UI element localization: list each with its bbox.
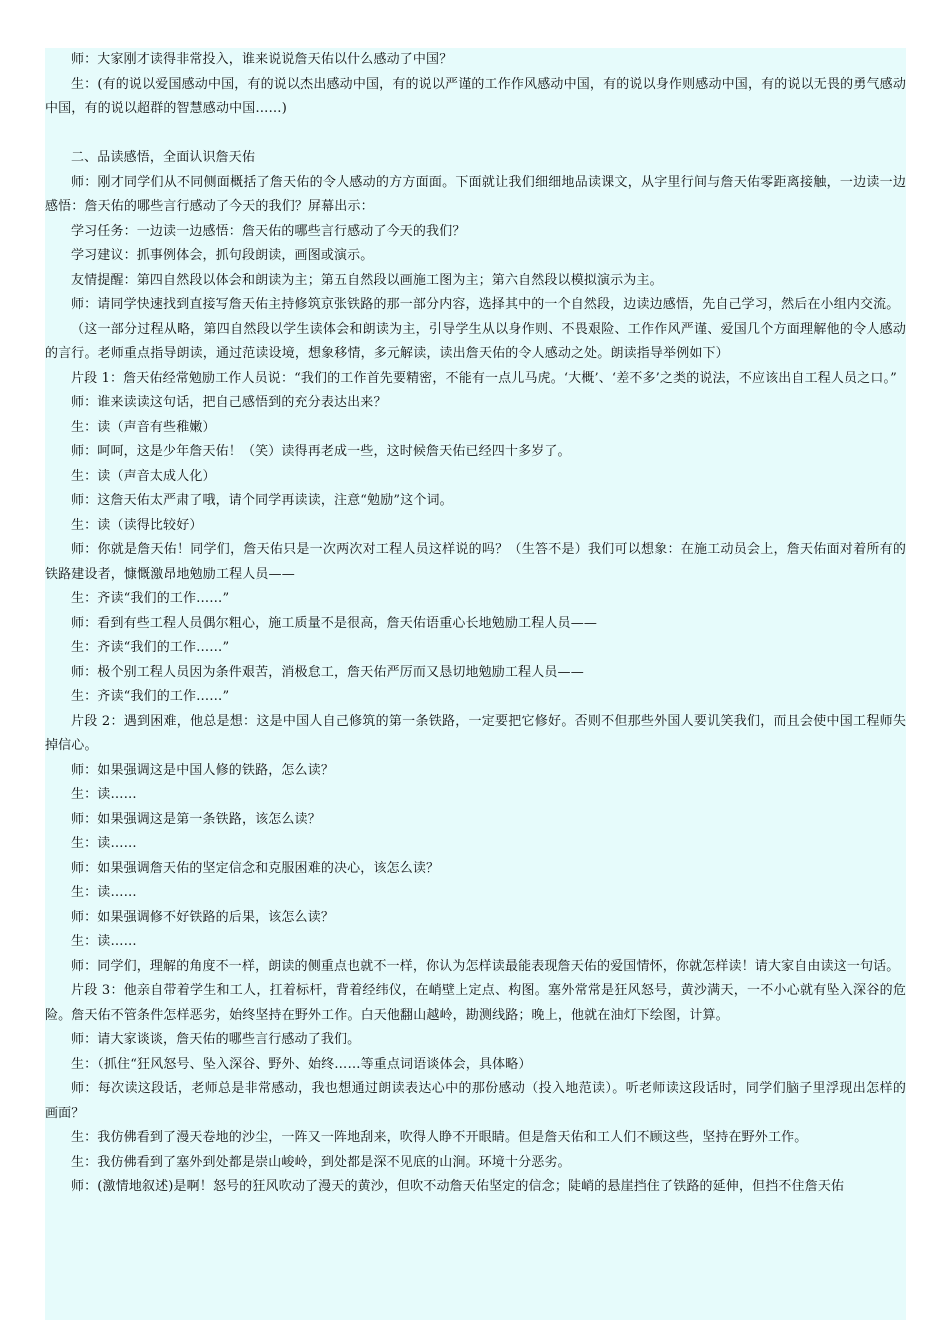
paragraph: 师：如果强调詹天佑的坚定信念和克服困难的决心，该怎么读？ (71, 860, 440, 876)
paragraph: 生：（抓住“狂风怒号、坠入深谷、野外、始终……等重点词语谈体会，具体略） (71, 1056, 532, 1072)
paragraph: 师：如果强调修不好铁路的后果，该怎么读？ (71, 909, 335, 925)
paragraph: 片段 2：遇到困难，他总是想：这是中国人自己修筑的第一条铁路，一定要把它修好。否则不但那些外国人要讥笑我们，而且会使中国工程师失掉信心。 (45, 713, 906, 753)
paragraph: 师：请大家谈谈，詹天佑的哪些言行感动了我们。 (71, 1032, 361, 1047)
paragraph: 师：如果强调这是中国人修的铁路，怎么读？ (71, 762, 335, 778)
paragraph: 师：大家刚才读得非常投入，谁来说说詹天佑以什么感动了中国？ (71, 52, 453, 67)
paragraph: 二、品读感悟，全面认识詹天佑 (71, 150, 256, 165)
paragraph: （这一部分过程从略，第四自然段以学生读体会和朗读为主，引导学生从以身作则、不畏艰险、工作作风严谨、爱国几个方面理解他的令人感动的言行。老师重点指导朗读，通过范读设境，想象移情，多元解读，读出詹天佑的令人感动之处。朗读指导举例如下） (45, 321, 906, 361)
paragraph: 生：读（声音有些稚嫩） (71, 419, 216, 435)
paragraph: 师：极个别工程人员因为条件艰苦，消极怠工，詹天佑严厉而又恳切地勉励工程人员—— (71, 664, 584, 680)
blank-line (45, 122, 906, 147)
paragraph: 师：每次读这段话，老师总是非常感动，我也想通过朗读表达心中的那份感动（投入地范读）。听老师读这段话时，同学们脑子里浮现出怎样的画面？ (45, 1081, 906, 1121)
paragraph: 师：你就是詹天佑！同学们，詹天佑只是一次两次对工程人员这样说的吗？（生答不是）我们可以想象：在施工动员会上，詹天佑面对着所有的铁路建设者，慷慨激昂地勉励工程人员—— (45, 542, 906, 582)
paragraph: 师：如果强调这是第一条铁路，该怎么读？ (71, 811, 321, 827)
paragraph: 师：请同学快速找到直接写詹天佑主持修筑京张铁路的那一部分内容，选择其中的一个自然段，边读边感悟，先自己学习，然后在小组内交流。 (71, 297, 900, 312)
paragraph: 生：读…… (71, 934, 137, 949)
paragraph: 生：读…… (71, 885, 137, 900)
paragraph: 师：看到有些工程人员偶尔粗心，施工质量不是很高，詹天佑语重心长地勉励工程人员—— (71, 615, 598, 631)
paragraph: 生：我仿佛看到了塞外到处都是崇山峻岭，到处都是深不见底的山涧。环境十分恶劣。 (71, 1154, 571, 1170)
paragraph: 生：我仿佛看到了漫天卷地的沙尘，一阵又一阵地刮来，吹得人睁不开眼睛。但是詹天佑和工人们不顾这些，坚持在野外工作。 (71, 1130, 808, 1145)
document-page (45, 48, 906, 1320)
paragraph: 师：谁来读读这句话，把自己感悟到的充分表达出来？ (71, 395, 387, 410)
paragraph: 生：(有的说以爱国感动中国，有的说以杰出感动中国，有的说以严谨的工作作风感动中国，有的说以身作则感动中国，有的说以无畏的勇气感动中国，有的说以超群的智慧感动中国……) (45, 76, 906, 116)
paragraph: 生：齐读“我们的工作……” (71, 640, 230, 655)
paragraph: 师：(激情地叙述)是啊！怒号的狂风吹动了漫天的黄沙，但吹不动詹天佑坚定的信念；陡峭的悬崖挡住了铁路的延伸，但挡不住詹天佑 (71, 1179, 845, 1194)
paragraph: 师：刚才同学们从不同侧面概括了詹天佑的令人感动的方方面面。下面就让我们细细地品读课文，从字里行间与詹天佑零距离接触，一边读一边感悟：詹天佑的哪些言行感动了今天的我们？屏幕出示： (45, 174, 906, 214)
paragraph: 生：齐读“我们的工作……” (71, 591, 230, 606)
paragraph: 生：齐读“我们的工作……” (71, 689, 230, 704)
paragraph: 生：读…… (71, 787, 137, 802)
paragraph: 片段 3：他亲自带着学生和工人，扛着标杆，背着经纬仪，在峭壁上定点、构图。塞外常常是狂风怒号，黄沙满天，一不小心就有坠入深谷的危险。詹天佑不管条件怎样恶劣，始终坚持在野外工作。白天他翻山越岭，勘测线路；晚上，他就在油灯下绘图，计算。 (45, 983, 906, 1023)
paragraph: 师：呵呵，这是少年詹天佑！（笑）读得再老成一些，这时候詹天佑已经四十多岁了。 (71, 444, 571, 459)
paragraph: 师：这詹天佑太严肃了哦，请个同学再读读，注意“勉励”这个词。 (71, 493, 453, 508)
paragraph: 片段 1：詹天佑经常勉励工作人员说：“我们的工作首先要精密，不能有一点儿马虎。‘大概’、‘差不多’之类的说法，不应该出自工程人员之口。” (71, 370, 897, 386)
paragraph: 师：同学们，理解的角度不一样，朗读的侧重点也就不一样，你认为怎样读最能表现詹天佑的爱国情怀，你就怎样读！请大家自由读这一句话。 (71, 958, 900, 974)
paragraph: 学习任务：一边读一边感悟：詹天佑的哪些言行感动了今天的我们？ (71, 223, 466, 239)
paragraph: 生：读（读得比较好） (71, 517, 203, 533)
paragraph: 生：读（声音太成人化） (71, 468, 216, 484)
paragraph: 友情提醒：第四自然段以体会和朗读为主；第五自然段以画施工图为主；第六自然段以模拟演示为主。 (71, 272, 663, 288)
paragraph: 生：读…… (71, 836, 137, 851)
paragraph: 学习建议：抓事例体会，抓句段朗读，画图或演示。 (71, 248, 374, 263)
